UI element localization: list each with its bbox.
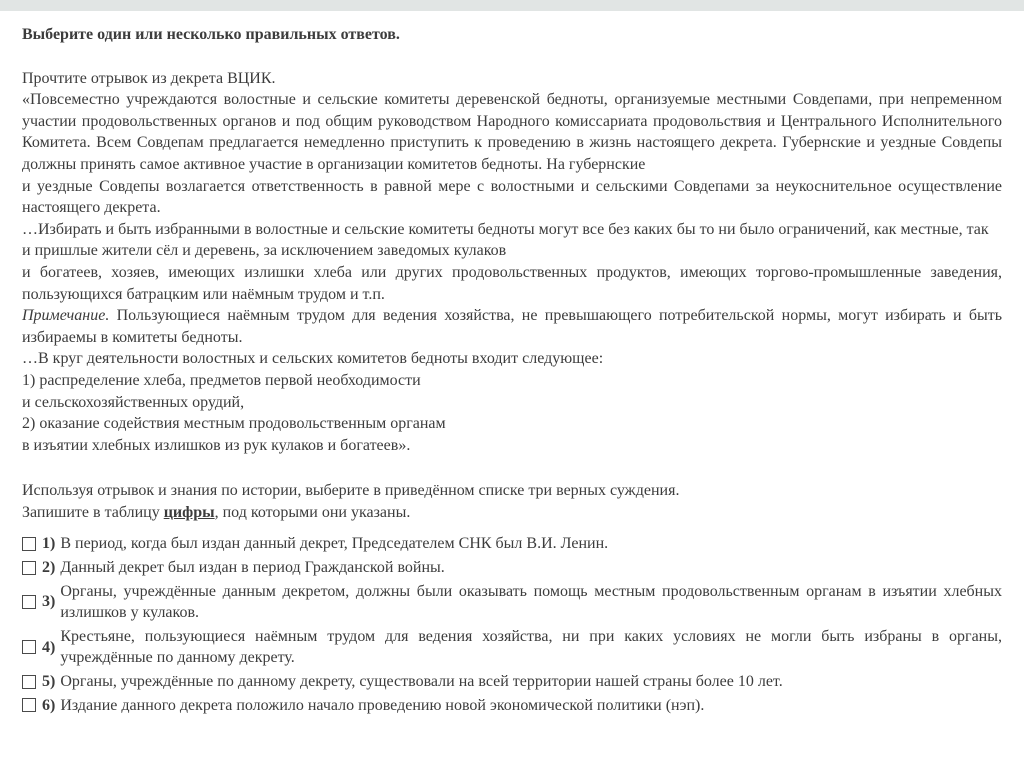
passage-block: 2) оказание содействия местным продовольственным органам (22, 415, 446, 433)
option-3-checkbox[interactable] (22, 595, 36, 609)
passage-block: и уездные Совдепы возлагается ответственность в равной мере с волостными и сельскими Совдепами за неукоснительное осуществление настоящего декрета. (22, 177, 1002, 217)
answer-option-5 (22, 671, 1002, 693)
passage-block: в изъятии хлебных излишков из рук кулаков и богатеев». (22, 436, 411, 454)
option-5-checkbox[interactable] (22, 675, 36, 689)
answer-option-6 (22, 695, 1002, 717)
passage-block: …В круг деятельности волостных и сельских комитетов бедноты входит следующее: (22, 350, 604, 368)
note-text: Пользующиеся наёмным трудом для ведения хозяйства, не превышающего потребительской нормы, могут избирать и быть избираемы в комитеты бедноты. (22, 307, 1002, 346)
answer-options (22, 533, 1002, 716)
note-label: Примечание. (22, 307, 110, 325)
passage-block: «Повсеместно учреждаются волостные и сельские комитеты деревенской бедноты, организуемые местными Совдепами, при непременном участии продовольственных органов и под общим руководством Народного комиссариата продовольствия и Центрального Исполнительного Комитета. Всем Совдепам предлагается немедленно приступить к проведению в жизнь настоящего декрета. Губернские и уездные Совдепы должны принять самое активное участие в организации комитетов бедноты. На губернские (22, 91, 1002, 173)
answer-option-4 (22, 626, 1002, 669)
instruction-emphasis: цифры (163, 503, 215, 521)
option-5-text: Органы, учреждённые по данному декрету, существовали на всей территории нашей страны более 10 лет. (60, 673, 783, 691)
instruction-line-1: Используя отрывок и знания по истории, выберите в приведённом списке три верных суждения. (22, 482, 680, 500)
instruction-line-2 (22, 502, 1002, 524)
option-2-text: Данный декрет был издан в период Гражданской войны. (60, 559, 445, 577)
answer-option-3 (22, 581, 1002, 624)
option-6-number: 6) (42, 696, 56, 714)
option-1-text: В период, когда был издан данный декрет, Председателем СНК был В.И. Ленин. (60, 535, 609, 553)
option-4-checkbox[interactable] (22, 640, 36, 654)
passage-note (22, 305, 1002, 348)
instruction-suffix: , под которыми они указаны. (214, 503, 411, 521)
passage-block: …Избирать и быть избранными в волостные и сельские комитеты бедноты могут все без каких бы то ни было ограничений, как местные, так (22, 220, 989, 238)
decree-passage (22, 89, 1002, 456)
option-4-number: 4) (42, 638, 56, 656)
option-6-checkbox[interactable] (22, 698, 36, 712)
option-5-number: 5) (42, 673, 56, 691)
question-content (0, 11, 1024, 716)
passage-intro: Прочтите отрывок из декрета ВЦИК. (22, 69, 276, 87)
passage-block: 1) распределение хлеба, предметов первой необходимости (22, 371, 421, 389)
answer-option-1 (22, 533, 1002, 555)
passage-block: и пришлые жители сёл и деревень, за исключением заведомых кулаков (22, 242, 507, 260)
option-3-text: Органы, учреждённые данным декретом, должны были оказывать помощь местным продовольственным органам в изъятии хлебных излишков у кулаков. (60, 582, 1002, 622)
option-3-number: 3) (42, 593, 56, 611)
option-6-text: Издание данного декрета положило начало проведению новой экономической политики (нэп). (60, 696, 705, 714)
passage-block: и сельскохозяйственных орудий, (22, 393, 245, 411)
option-4-text: Крестьяне, пользующиеся наёмным трудом для ведения хозяйства, ни при каких условиях не могли быть избраны в органы, учреждённые по данному декрету. (60, 627, 1002, 667)
option-1-number: 1) (42, 535, 56, 553)
option-1-checkbox[interactable] (22, 537, 36, 551)
instruction-prefix: Запишите в таблицу (22, 503, 164, 521)
question-prompt: Выберите один или несколько правильных ответов. (22, 26, 400, 43)
answer-option-2 (22, 557, 1002, 579)
passage-block: и богатеев, хозяев, имеющих излишки хлеба или других продовольственных продуктов, имеющих торгово-промышленные заведения, пользующихся батрацким или наёмным трудом и т.п. (22, 263, 1002, 303)
top-bar (0, 0, 1024, 11)
option-2-number: 2) (42, 559, 56, 577)
task-instructions (22, 480, 1002, 523)
option-2-checkbox[interactable] (22, 561, 36, 575)
